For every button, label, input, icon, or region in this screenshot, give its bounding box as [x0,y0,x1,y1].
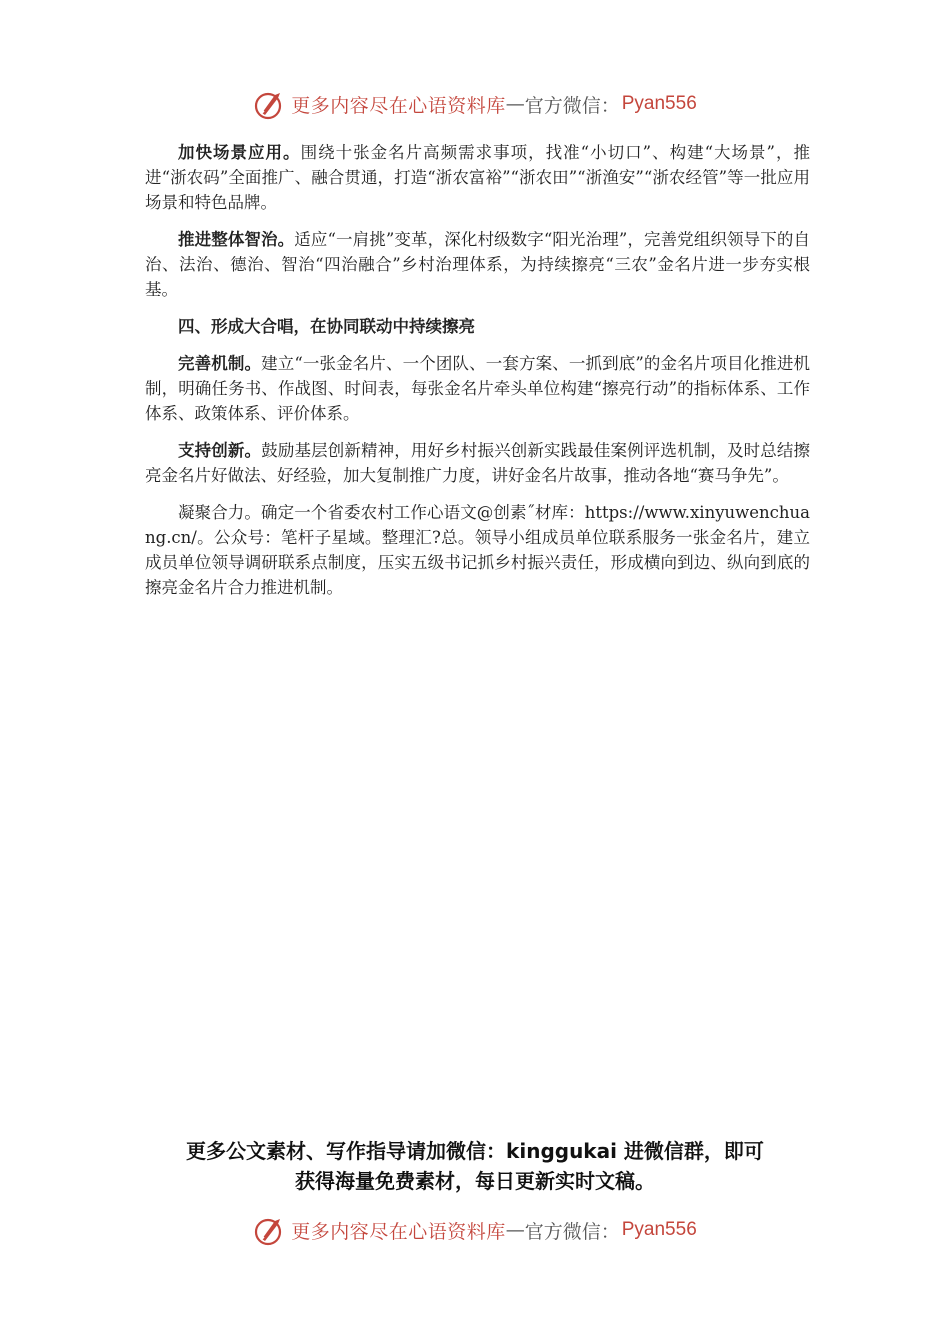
paragraph-lead: 推进整体智治。 [178,230,295,249]
paragraph-body: 凝聚合力。确定一个省委农村工作心语文@创素˝材库：https://www.xinyuwenchuang.cn/。公众号：笔杆子星域。整理汇?总。领导小组成员单位联系服务一张金名片，建立成员单位领导调研联系点制度，压实五级书记抓乡村振兴责任，形成横向到边、纵向到底的擦亮金名片合力推进机制。 [145,503,810,597]
pen-nib-logo-icon [253,1213,287,1247]
paragraph-body: 鼓励基层创新精神，用好乡村振兴创新实践最佳案例评选机制，及时总结擦亮金名片好做法、好经验，加大复制推广力度，讲好金名片故事，推动各地“赛马争先”。 [145,441,811,485]
paragraph [145,500,810,600]
section-heading: 四、形成大合唱，在协同联动中持续擦亮 [178,317,475,336]
paragraph [145,351,810,426]
footer-wechat-id: Pyan556 [621,1219,697,1240]
paragraph [145,438,810,488]
footer-separator: — [505,1219,525,1241]
paragraph-body: 适应“一肩挑”变革，深化村级数字“阳光治理”，完善党组织领导下的自治、法治、德治、智治“四治融合”乡村治理体系，为持续擦亮“三农”金名片进一步夯实根基。 [145,230,810,299]
footer-banner [0,1210,950,1250]
paragraph [145,227,810,302]
paragraph-body: 围绕十张金名片高频需求事项，找准“小切口”、构建“大场景”，推进“浙农码”全面推广、融合贯通，打造“浙农富裕”“浙农田”“浙渔安”“浙农经管”等一批应用场景和特色品牌。 [145,143,811,212]
header-brand-text: 更多内容尽在心语资料库 [291,94,506,117]
footer-note [130,1136,820,1196]
footer-note-line1: 更多公文素材、写作指导请加微信：kinggukai 进微信群，即可 [186,1139,764,1163]
pen-nib-logo-icon [253,87,287,121]
footer-brand-text: 更多内容尽在心语资料库 [291,1220,506,1243]
header-wechat-label: 官方微信： [524,94,620,117]
header-wechat-id: Pyan556 [621,93,697,114]
paragraph-body: 建立“一张金名片、一个团队、一套方案、一抓到底”的金名片项目化推进机制，明确任务书、作战图、时间表，每张金名片牵头单位构建“擦亮行动”的指标体系、工作体系、政策体系、评价体系。 [145,354,810,423]
paragraph [145,140,810,215]
paragraph-lead: 加快场景应用。 [178,143,301,162]
document-body [145,140,810,612]
header-banner [0,84,950,124]
footer-note-line2: 获得海量免费素材，每日更新实时文稿。 [295,1169,655,1193]
paragraph-lead: 完善机制。 [178,354,262,373]
header-separator: — [505,93,525,115]
paragraph-lead: 支持创新。 [178,441,262,460]
footer-wechat-label: 官方微信： [524,1220,620,1243]
